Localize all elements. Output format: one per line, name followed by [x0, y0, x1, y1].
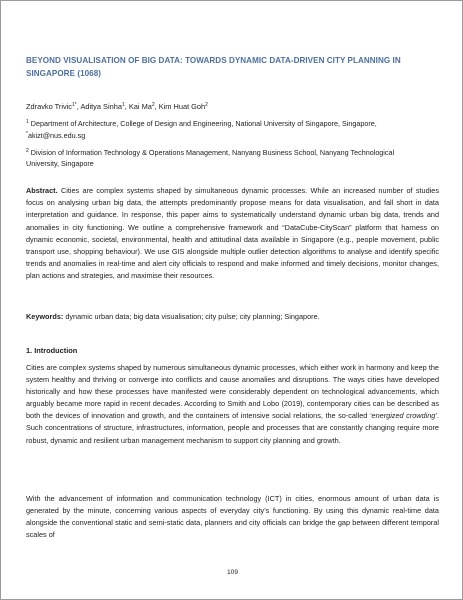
keywords-label: Keywords: [26, 312, 64, 321]
author-mark: 2 [205, 102, 208, 108]
author-name: Kim Huat Goh [158, 102, 206, 111]
affiliation [26, 146, 426, 169]
affiliation-text: Department of Architecture, College of Design and Engineering, National University of Singapore, Singapore, [30, 119, 377, 128]
body-paragraph: With the advancement of information and communication technology (ICT) in cities, enormous amount of urban data is generated by the minute, concerning various aspects of everyday city’s functioning. By using this dynamic real-time data alongside the conventional static and semi-static data, planners and city officials can bridge the gap between different temporal scales of [26, 494, 439, 540]
author-name: Kai Ma [128, 102, 152, 111]
author-list: Zdravko Trivic$^{1*}$, Aditya Sinha$^1$, Kai Ma$^2$, Kim Huat Goh$^2$ [26, 102, 208, 111]
body-paragraph [26, 362, 439, 447]
abstract [26, 185, 439, 283]
paper-title: BEYOND VISUALISATION OF BIG DATA: TOWARDS DYNAMIC DATA-DRIVEN CITY PLANNING IN SINGAPORE (1068) [26, 56, 401, 78]
section-heading: 1. Introduction [26, 346, 78, 355]
affiliation-text: Division of Information Technology & Operations Management, Nanyang Business School, Nanyang Technological University, Singapore [26, 148, 395, 168]
author-email: akizt@nus.edu.sg [27, 131, 86, 140]
affiliation [26, 117, 426, 141]
email-mark: * [26, 131, 28, 137]
abstract-text: Cities are complex systems shaped by simultaneous dynamic processes. While an increased number of studies focus on analysing urban big data, the attempts predominantly propose means for data visualisation, and fall short in data interpretation and guidance. In response, this paper aims to systematically understand dynamic urban big data, trends and anomalies in city functioning. We outline a comprehensive framework and “DataCube-CityScan” platform that harness on dynamic economic, societal, environmental, health and attitudinal data available in Singapore (e.g., people movement, public transport use, shopping behaviour). We use GIS alongside multiple outlier detection algorithms to analyse and identify specific trends and anomalies in real-time and alert city officials to respond and make informed and timely decisions, monitor changes, plan actions and strategies, and maximise their resources. [26, 186, 439, 281]
page-number: 109 [226, 569, 238, 576]
keywords [26, 311, 439, 322]
author-mark: 1* [72, 102, 77, 108]
author-name: Aditya Sinha [80, 102, 122, 111]
affiliation-mark: 1 [26, 119, 29, 125]
emphasized-text: ‘energized crowding’ [369, 411, 437, 421]
abstract-label: Abstract. [26, 186, 58, 195]
paragraph-text: Cities are complex systems shaped by numerous simultaneous dynamic processes, which either work in harmony and keep the system healthy and thriving or converge into conflicts and cause anomalies and disruptions. The ways cities have developed historically and how these processes have manifested were considerably dependent on technological advancements, which arguably became more rapid in recent decades. According to Smith and Lobo (2019), contemporary cities can be described as both the devices of innovation and growth, and the containers of intensive social relations, the so-called [26, 363, 439, 421]
affiliation-mark: 2 [26, 148, 29, 154]
author-mark: 2 [151, 102, 155, 108]
keywords-text: dynamic urban data; big data visualisation; city pulse; city planning; Singapore. [65, 312, 320, 321]
paragraph-text: . Such concentrations of structure, infrastructures, information, people and processes that are constantly changing require more robust, dynamic and resilient urban management mechanism to support city planning and growth. [26, 411, 439, 445]
author-name: Zdravko Trivic [26, 102, 72, 111]
author-mark: 1 [121, 102, 125, 108]
